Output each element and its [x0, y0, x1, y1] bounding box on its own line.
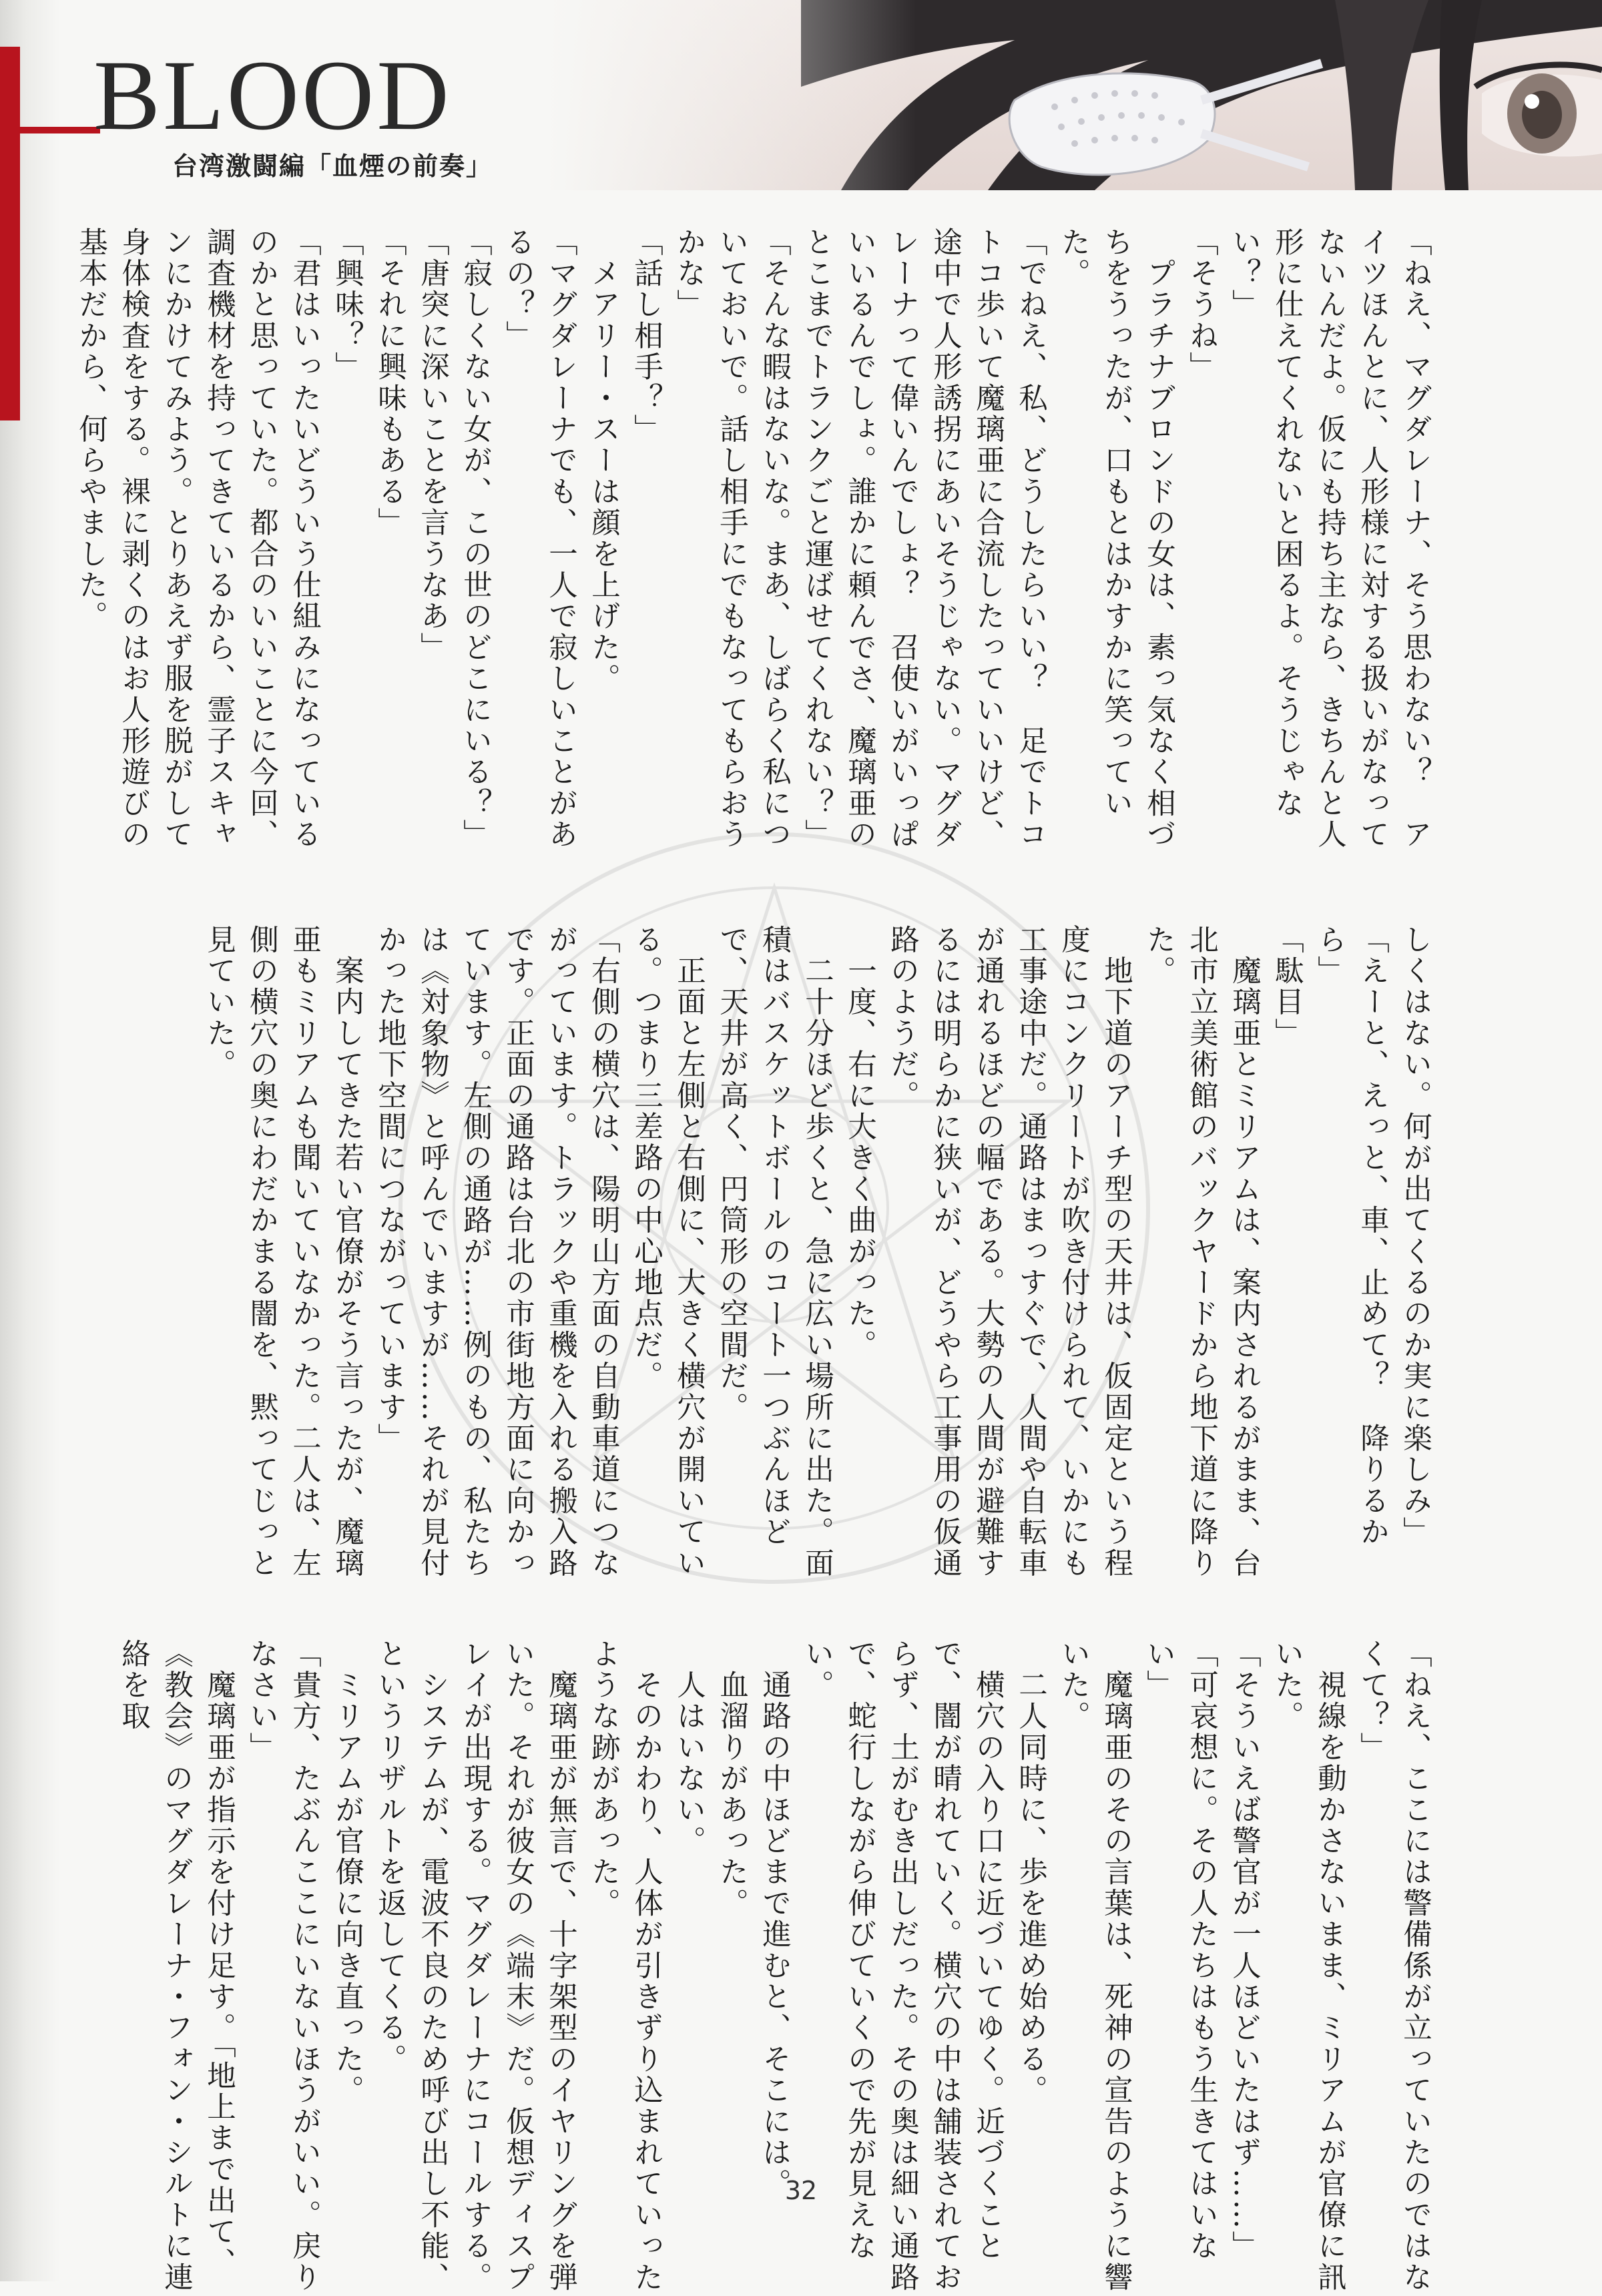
paragraph: プラチナブロンドの女は、素っ気なく相づちをうったが、口もとはかすかに笑っていた。: [1057, 227, 1175, 850]
text-block-middle: [202, 924, 1436, 1582]
paragraph: 「君はいったいどういう仕組みになっているのかと思っていた。都合のいいことに今回、調査機材を持ってきているから、霊子スキャンにかけてみよう。とりあえず服を脱がして身体検査をする。裸に剥くのはお人形遊びの基本だから、何らやました。: [74, 227, 321, 850]
paragraph: 血溜りがあった。: [715, 1639, 748, 1920]
anime-girl-eyepatch-illustration: [547, 0, 1602, 190]
header-illustration: [547, 0, 1602, 190]
paragraph: システムが、電波不良のため呼び出し不能、というリザルトを返してくる。: [373, 1639, 449, 2293]
paragraph: 案内してきた若い官僚がそう言ったが、魔璃亜もミリアムも聞いていなかった。二人は、左側の横穴の奥にわだかまる闇を、黙ってじっと見ていた。: [202, 924, 364, 1579]
paragraph: 横穴の入り口に近づいてゆく。近づくことで、闇が晴れていく。横穴の中は舗装されておらず、土がむき出しだった。その奥は細い通路で、蛇行しながら伸びていくので先が見えない。: [800, 1639, 1005, 2293]
paragraph: メアリー・スーは顔を上げた。: [587, 227, 620, 695]
paragraph: 二人同時に、歩を進め始める。: [1014, 1639, 1047, 2106]
paragraph: 魔璃亜とミリアムは、案内されるがまま、台北市立美術館のバックヤードから地下道に降りた。: [1142, 924, 1261, 1579]
paragraph: 「興味？」: [330, 227, 364, 383]
paragraph: 「右側の横穴は、陽明山方面の自動車道につながっています。トラックや重機を入れる搬入路です。正面の通路は台北の市街地方面に向かっています。左側の通路が……例のもの、私たちは《対象物》と呼んでいますが……それが見付かった地下空間につながっています」: [373, 924, 620, 1579]
paragraph: そのかわり、人体が引きずり込まれていったような跡があった。: [587, 1639, 663, 2293]
paragraph: 視線を動かさないまま、ミリアムが官僚に訊いた。: [1270, 1639, 1346, 2293]
paragraph: 一度、右に大きく曲がった。: [843, 924, 876, 1361]
paragraph: しくはない。何が出てくるのか実に楽しみ」: [1398, 924, 1432, 1548]
paragraph: 「唐突に深いことを言うなあ」: [416, 227, 449, 663]
blood-logo: BLOOD: [93, 40, 452, 151]
paragraph: 「えーと、えっと、車、止めて？ 降りるから」: [1313, 924, 1389, 1548]
paragraph: 「ねえ、マグダレーナ、そう思わない？ アイツほんとに、人形様に対する扱いがなってないんだよ。仮にも持ち主なら、きちんと人形に仕えてくれないと困るよ。そうじゃない？」: [1228, 227, 1432, 850]
text-block-top: [74, 227, 1436, 868]
red-accent-line: [0, 127, 100, 133]
paragraph: 「マグダレーナでも、一人で寂しいことがあるの？」: [501, 227, 577, 850]
paragraph: 「そういえば警官が一人ほどいたはず……」: [1228, 1639, 1261, 2262]
paragraph: 「でねえ、私、どうしたらいい？ 足でトコトコ歩いて魔璃亜に合流したっていいけど、途中で人形誘拐にあいそうじゃない。マグダレーナって偉いんでしょ？ 召使いがいっぱいいるんでしょ。誰かに頼んでさ、魔璃亜のとこまでトランクごと運ばせてくれない？」: [800, 227, 1047, 850]
red-accent-bar: [0, 47, 20, 420]
page-number: 32: [784, 2176, 818, 2205]
paragraph: 魔璃亜が無言で、十字架型のイヤリングを弾いた。それが彼女の《端末》だ。仮想ディスプレイが出現する。マグダレーナにコールする。: [459, 1639, 577, 2293]
paragraph: 魔璃亜のその言葉は、死神の宣告のように響いた。: [1057, 1639, 1133, 2293]
paragraph: 「駄目」: [1270, 924, 1304, 1049]
paragraph: 「そうね」: [1185, 227, 1218, 383]
paragraph: 「可哀想に。その人たちはもう生きてはいない」: [1142, 1639, 1218, 2262]
paragraph: 通路の中ほどまで進むと、そこには。: [758, 1639, 791, 2200]
paragraph: 「ねえ、ここには警備係が立っていたのではなくて？」: [1356, 1639, 1432, 2293]
paragraph: 正面と左側と右側に、大きく横穴が開いている。つまり三差路の中心地点だ。: [629, 924, 706, 1579]
chapter-subtitle: 台湾激闘編「血煙の前奏」: [172, 151, 493, 181]
paragraph: 魔璃亜が指示を付け足す。「地上まで出て、《教会》のマグダレーナ・フォン・シルトに連絡を取: [117, 1639, 236, 2293]
paragraph: 二十分ほど歩くと、急に広い場所に出た。面積はバスケットボールのコート一つぶんほどで、天井が高く、円筒形の空間だ。: [715, 924, 834, 1579]
paragraph: 「寂しくない女が、この世のどこにいる？」: [459, 227, 492, 850]
paragraph: ミリアムが官僚に向き直った。: [330, 1639, 364, 2106]
paragraph: 人はいない。: [672, 1639, 706, 1857]
paragraph: 「それに興味もある」: [373, 227, 407, 539]
paragraph: 地下道のアーチ型の天井は、仮固定という程度にコンクリートが吹き付けられて、いかにも工事途中だ。通路はまっすぐで、人間や自転車が通れるほどの幅である。大勢の人間が避難するには明らかに狭いが、どうやら工事用の仮通路のようだ。: [886, 924, 1133, 1579]
paragraph: 「話し相手？」: [629, 227, 663, 445]
paragraph: 「そんな暇はないな。まあ、しばらく私についておいで。話し相手にでもなってもらおうかな」: [672, 227, 791, 850]
paragraph: 「貴方、たぶんここにいないほうがいい。戻りなさい」: [245, 1639, 321, 2293]
